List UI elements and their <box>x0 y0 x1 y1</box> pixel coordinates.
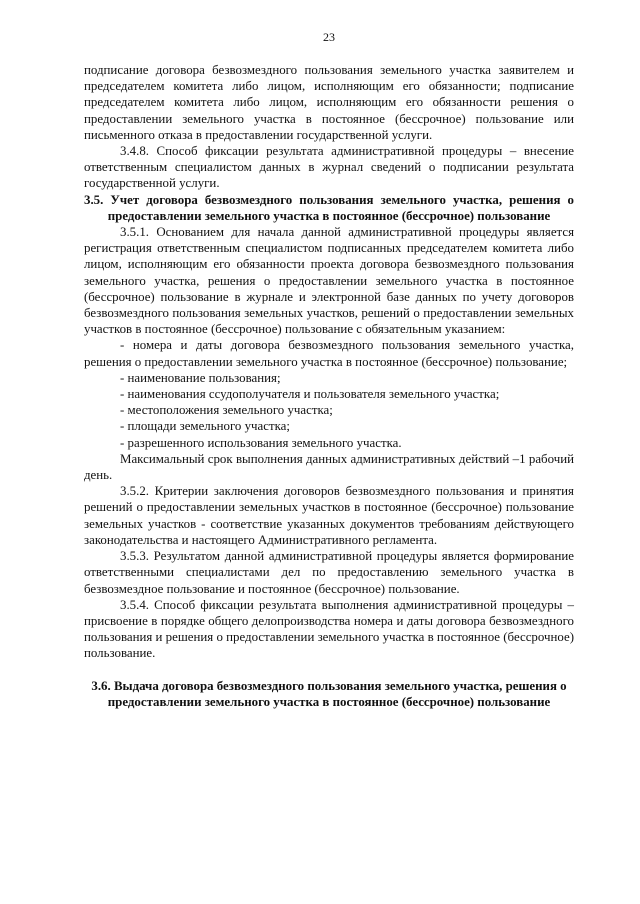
list-item: - наименования ссудополучателя и пользователя земельного участка; <box>120 387 500 402</box>
document-body <box>84 62 574 710</box>
list-item: - площади земельного участка; <box>120 419 290 434</box>
section-heading-3-6: 3.6. Выдача договора безвозмездного пользования земельного участка, решения о предоставлении земельного участка в постоянное (бессрочное) пользование <box>91 678 567 709</box>
paragraph-signing: подписание договора безвозмездного пользования земельного участка заявителем и председателем комитета либо лицом, исполняющим его обязанности; подписание председателем комитета либо лицом, исполняющим его обязанности решения о предоставлении земельного участка в постоянное (бессрочное) пользование или письменного отказа в предоставлении государственной услуги. <box>84 63 574 142</box>
paragraph-3-5-2: 3.5.2. Критерии заключения договоров безвозмездного пользования и принятия решений о предоставлении земельных участков в постоянное (бессрочное) пользование земельных участков - соответствие указанных документов требованиям действующего законодательства и настоящего Административного регламента. <box>84 484 574 547</box>
paragraph-3-5-4: 3.5.4. Способ фиксации результата выполнения административной процедуры – присвоение в порядке общего делопроизводства номера и даты договора безвозмездного пользования и решения о предоставлении земельного участка в постоянное (бессрочное) пользование. <box>84 597 574 661</box>
paragraph-3-4-8: 3.4.8. Способ фиксации результата административной процедуры – внесение ответственным специалистом данных в журнал сведений о подписании результата государственной услуги. <box>84 144 574 191</box>
list-item: - наименование пользования; <box>120 370 281 385</box>
list-item: - местоположения земельного участка; <box>120 403 333 418</box>
section-heading-3-5: 3.5. Учет договора безвозмездного пользования земельного участка, решения о предоставлении земельного участка в постоянное (бессрочное) пользование <box>84 192 574 223</box>
page-number: 23 <box>323 30 335 44</box>
list-item: - номера и даты договора безвозмездного пользования земельного участка, решения о предоставлении земельного участка в постоянное (бессрочное) пользование; <box>84 338 574 369</box>
paragraph-3-5-1: 3.5.1. Основанием для начала данной административной процедуры является регистрация ответственным специалистом подписанных председателем комитета либо лицом, исполняющим его обязанности проекта договора безвозмездного пользования земельного участка, решения о предоставлении земельного участка в постоянное (бессрочное) пользование в журнале и электронной базе данных по учету договоров безвозмездного пользования земельных участков, решений о предоставлении земельных участков в постоянное (бессрочное) пользование с обязательным указанием: <box>84 225 574 337</box>
list-item: - разрешенного использования земельного участка. <box>120 435 402 450</box>
paragraph-max-term: Максимальный срок выполнения данных административных действий –1 рабочий день. <box>84 451 574 483</box>
paragraph-3-5-3: 3.5.3. Результатом данной административной процедуры является формирование ответственными специалистами дел по предоставлению земельного участка в безвозмездное пользование и постоянное (бессрочное) пользование. <box>84 549 574 596</box>
